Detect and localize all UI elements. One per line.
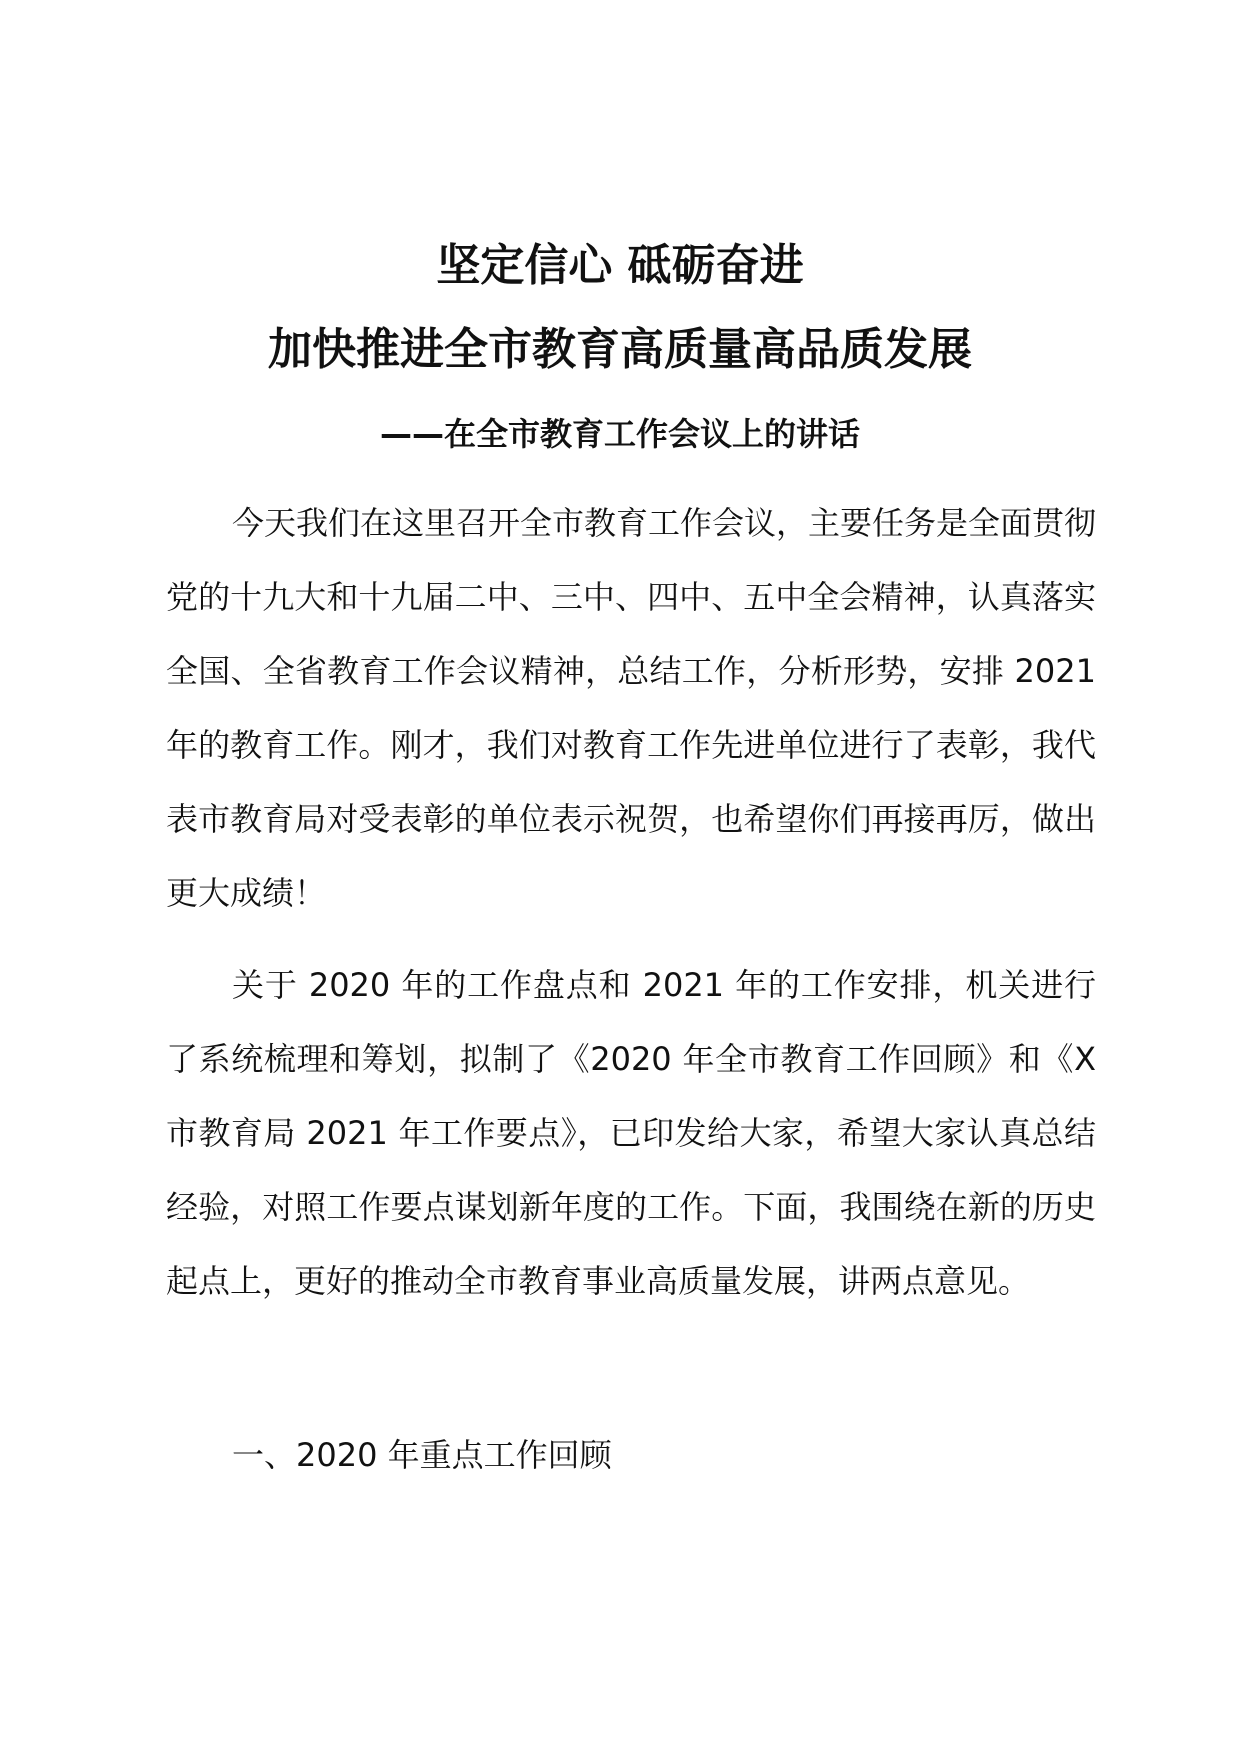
subtitle: ——在全市教育工作会议上的讲话 bbox=[379, 415, 860, 453]
section-heading: 一、2020 年重点工作回顾 bbox=[232, 1436, 612, 1474]
title-line-2: 加快推进全市教育高质量高品质发展 bbox=[268, 324, 972, 375]
title-line-1: 坚定信心 砥砺奋进 bbox=[436, 240, 804, 291]
body-paragraph-1: 今天我们在这里召开全市教育工作会议，主要任务是全面贯彻党的十九大和十九届二中、三中、四中、五中全会精神，认真落实全国、全省教育工作会议精神，总结工作，分析形势，安排 2021 年的教育工作。刚才，我们对教育工作先进单位进行了表彰，我代表市教育局对受表彰的单位表示祝贺，也希望你们再接再厉，做出更大成绩！ bbox=[166, 504, 1097, 912]
body-paragraph-2: 关于 2020 年的工作盘点和 2021 年的工作安排，机关进行了系统梳理和筹划，拟制了《2020 年全市教育工作回顾》和《X 市教育局 2021 年工作要点》，已印发给大家，希望大家认真总结经验，对照工作要点谋划新年度的工作。下面，我围绕在新的历史起点上，更好的推动全市教育事业高质量发展，讲两点意见。 bbox=[166, 966, 1096, 1300]
